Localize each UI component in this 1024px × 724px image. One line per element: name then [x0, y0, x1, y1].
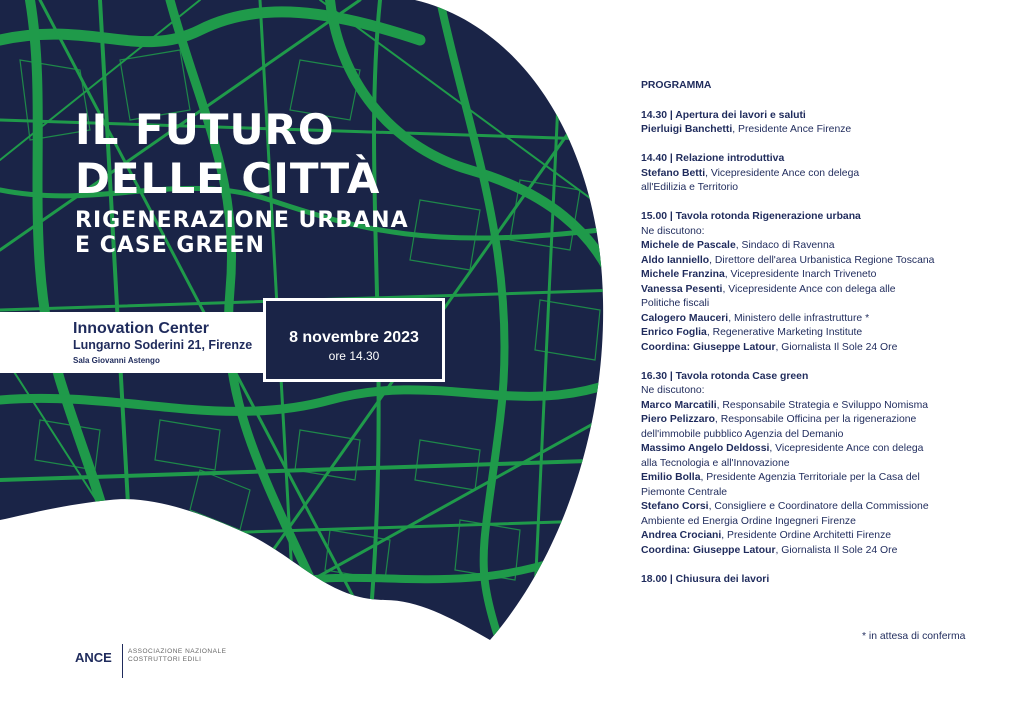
programme-heading: PROGRAMMA [641, 80, 712, 91]
session-line [641, 384, 1011, 399]
speaker-role: , Presidente Agenzia Territoriale per la Casa del [700, 472, 920, 483]
programme-session [641, 210, 1011, 355]
session-line [641, 471, 1011, 486]
speaker-name: Marco Marcatili [641, 399, 717, 411]
speaker-name: Piero Pelizzaro [641, 414, 715, 425]
session-title: 14.40 | Relazione introduttiva [641, 153, 785, 164]
session-line [641, 457, 1011, 472]
speaker-role: , Presidente Ordine Architetti Firenze [721, 530, 892, 541]
subtitle-line-2: E CASE GREEN [75, 233, 265, 258]
logo-subtitle-line-1: ASSOCIAZIONE NAZIONALE [128, 648, 227, 655]
speaker-name: Pierluigi Banchetti [641, 124, 733, 135]
speaker-role: , Regenerative Marketing Institute [706, 327, 863, 338]
main-title-line-2: DELLE CITTÀ [75, 154, 381, 203]
speaker-name: Coordina: Giuseppe Latour [641, 341, 776, 353]
session-line [641, 515, 1011, 530]
speaker-role: all'Edilizia e Territorio [641, 182, 739, 193]
session-line [641, 442, 1011, 457]
speaker-name: Vanessa Pesenti [641, 283, 723, 295]
date-panel [263, 298, 445, 382]
session-line [641, 341, 1011, 356]
speaker-role: , Responsabile Strategia e Sviluppo Nomisma [716, 399, 929, 411]
session-line [641, 326, 1011, 341]
event-date: 8 novembre 2023 [289, 329, 419, 346]
session-title: 16.30 | Tavola rotonda Case green [641, 370, 809, 382]
speaker-role: , Giornalista Il Sole 24 Ore [775, 341, 898, 353]
speaker-name: Enrico Foglia [641, 327, 707, 338]
speaker-name: Andrea Crociani [641, 530, 722, 541]
session-line [641, 529, 1011, 544]
speaker-name: Emilio Bolla [641, 472, 701, 483]
session-line [641, 544, 1011, 559]
session-line [641, 486, 1011, 501]
speaker-name: Massimo Angelo Deldossi [641, 443, 770, 454]
subtitle-line-1: RIGENERAZIONE URBANA [75, 208, 409, 233]
speaker-role: , Vicepresidente Inarch Triveneto [724, 269, 877, 280]
logo-divider [122, 644, 123, 678]
speaker-name: Coordina: Giuseppe Latour [641, 544, 776, 556]
programme-session [641, 109, 1011, 138]
speaker-name: Michele de Pascale [641, 240, 736, 251]
session-line [641, 167, 1011, 182]
event-time: ore 14.30 [328, 349, 380, 363]
session-line [641, 254, 1011, 269]
session-line [641, 500, 1011, 515]
session-list [641, 109, 1011, 588]
venue-name: Innovation Center [73, 320, 210, 337]
speaker-role: dell'immobile pubblico Agenzia del Demanio [641, 428, 844, 440]
speaker-role: Ne discutono: [641, 225, 705, 237]
confirmation-note: * in attesa di conferma [862, 631, 966, 642]
logo-subtitle [128, 648, 238, 664]
speaker-role: , Giornalista Il Sole 24 Ore [775, 544, 898, 556]
logo-subtitle-line-2: COSTRUTTORI EDILI [128, 656, 202, 663]
speaker-name: Calogero Mauceri [641, 312, 729, 324]
programme-section [641, 79, 1011, 602]
speaker-role: Piemonte Centrale [641, 486, 728, 498]
speaker-name: Aldo Ianniello [641, 254, 710, 266]
programme-session [641, 370, 1011, 559]
speaker-role: , Consigliere e Coordinatore della Commissione [708, 501, 929, 512]
session-line [641, 428, 1011, 443]
speaker-name: Stefano Corsi [641, 501, 709, 512]
speaker-role: Ne discutono: [641, 385, 705, 396]
speaker-role: , Sindaco di Ravenna [735, 240, 835, 251]
speaker-role: , Presidente Ance Firenze [732, 124, 852, 135]
session-line [641, 399, 1011, 414]
speaker-role: Ambiente ed Energia Ordine Ingegneri Firenze [641, 515, 856, 527]
session-line [641, 123, 1011, 138]
session-line [641, 181, 1011, 196]
session-line [641, 413, 1011, 428]
session-line [641, 239, 1011, 254]
speaker-role: , Ministero delle infrastrutture * [728, 312, 870, 324]
session-line [641, 268, 1011, 283]
speaker-role: , Vicepresidente Ance con delega [769, 443, 924, 454]
session-title: 18.00 | Chiusura dei lavori [641, 573, 770, 585]
session-line [641, 312, 1011, 327]
session-title: 14.30 | Apertura dei lavori e saluti [641, 109, 806, 121]
main-title-line-1: IL FUTURO [75, 105, 335, 154]
venue-room: Sala Giovanni Astengo [73, 356, 160, 365]
programme-session [641, 152, 1011, 196]
programme-session [641, 573, 1011, 588]
session-line [641, 283, 1011, 298]
speaker-role: , Responsabile Officina per la rigenerazione [714, 414, 917, 425]
session-title: 15.00 | Tavola rotonda Rigenerazione urbana [641, 211, 861, 222]
speaker-role: , Direttore dell'area Urbanistica Regione Toscana [709, 254, 935, 266]
speaker-name: Stefano Betti [641, 167, 706, 179]
venue-address: Lungarno Soderini 21, Firenze [73, 338, 253, 352]
speaker-role: alla Tecnologia e all'Innovazione [641, 457, 790, 469]
speaker-role: Politiche fiscali [641, 298, 710, 309]
logo-wordmark: ANCE [75, 650, 112, 665]
session-line [641, 297, 1011, 312]
speaker-role: , Vicepresidente Ance con delega alle [722, 283, 896, 295]
speaker-name: Michele Franzina [641, 269, 725, 280]
speaker-role: , Vicepresidente Ance con delega [705, 167, 860, 179]
session-line [641, 225, 1011, 240]
